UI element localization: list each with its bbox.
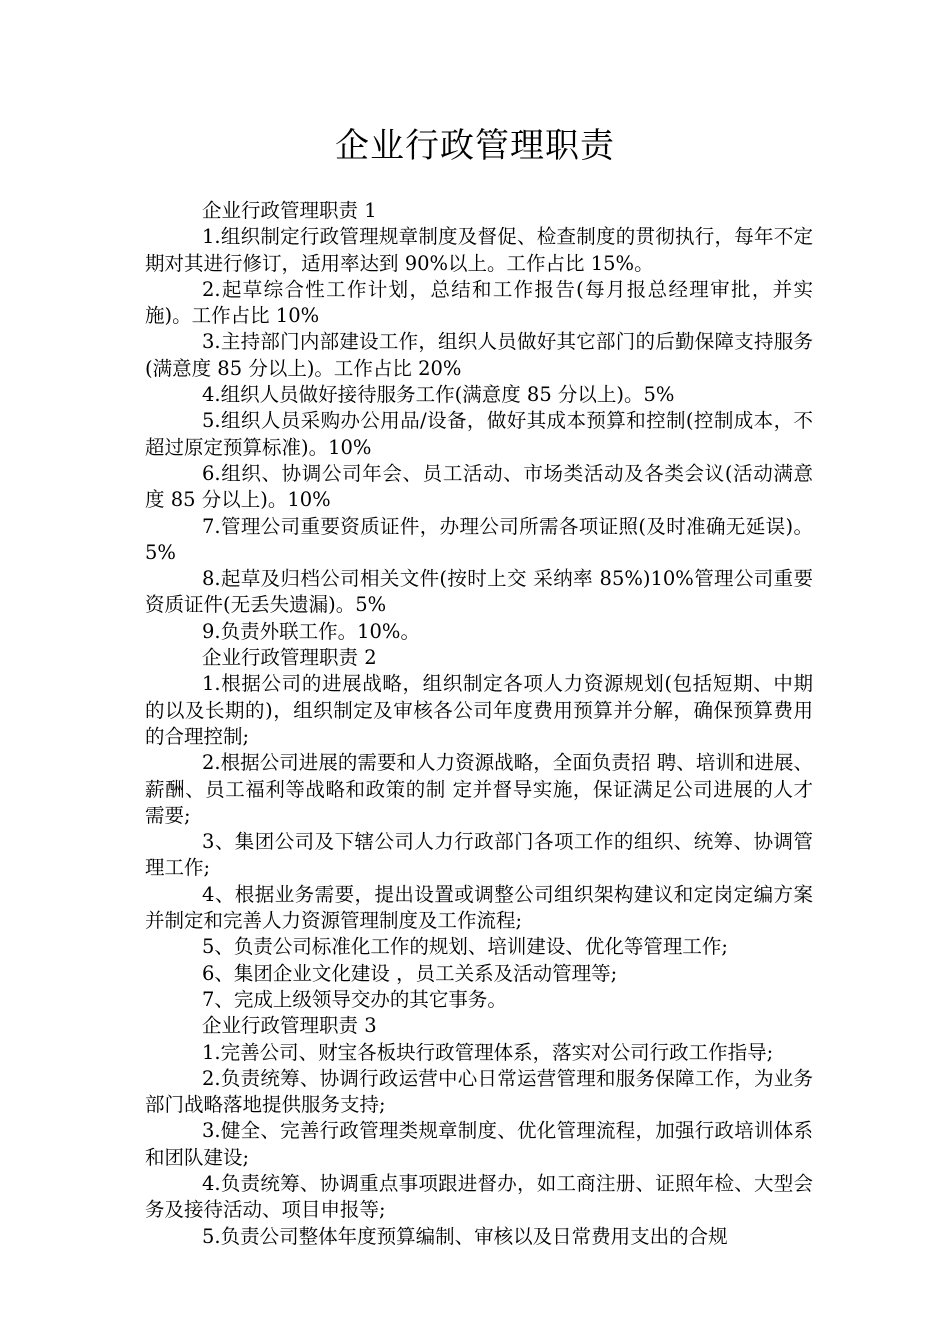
paragraph: 3.主持部门内部建设工作，组织人员做好其它部门的后勤保障支持服务(满意度 85 分以上)。工作占比 20% [145, 330, 813, 380]
paragraph: 8.起草及归档公司相关文件(按时上交 采纳率 85%)10%管理公司重要资质证件(无丢失遗漏)。5% [145, 567, 813, 617]
section-heading-2: 企业行政管理职责 2 [202, 646, 377, 670]
paragraph: 6.组织、协调公司年会、员工活动、市场类活动及各类会议(活动满意度 85 分以上)。10% [145, 461, 813, 512]
section-heading-1: 企业行政管理职责 1 [202, 199, 377, 222]
paragraph: 7、完成上级领导交办的其它事务。 [202, 987, 507, 1011]
paragraph: 4、根据业务需要，提出设置或调整公司组织架构建议和定岗定编方案并制定和完善人力资源管理制度及工作流程; [145, 882, 813, 933]
paragraph: 9.负责外联工作。10%。 [202, 619, 420, 643]
paragraph: 5.组织人员采购办公用品/设备，做好其成本预算和控制(控制成本，不超过原定预算标准)。10% [145, 409, 813, 459]
paragraph: 5.负责公司整体年度预算编制、审核以及日常费用支出的合规 [202, 1224, 728, 1248]
paragraph: 6、集团企业文化建设 ，员工关系及活动管理等; [202, 961, 618, 985]
section-heading-3: 企业行政管理职责 3 [202, 1014, 377, 1038]
paragraph: 2.根据公司进展的需要和人力资源战略，全面负责招 聘、培训和进展、薪酬、员工福利等战略和政策的制 定并督导实施，保证满足公司进展的人才需要; [145, 751, 813, 827]
document-title: 企业行政管理职责 [335, 126, 615, 166]
document-body [145, 198, 813, 1250]
paragraph: 1.组织制定行政管理规章制度及督促、检查制度的贯彻执行，每年不定期对其进行修订，适用率达到 90%以上。工作占比 15%。 [145, 225, 813, 275]
paragraph: 4.负责统筹、协调重点事项跟进督办，如工商注册、证照年检、大型会务及接待活动、项目申报等; [145, 1171, 813, 1222]
paragraph: 3、集团公司及下辖公司人力行政部门各项工作的组织、统筹、协调管理工作; [145, 830, 813, 880]
paragraph: 1.根据公司的进展战略，组织制定各项人力资源规划(包括短期、中期的以及长期的)，组织制定及审核各公司年度费用预算并分解，确保预算费用的合理控制; [145, 672, 813, 748]
paragraph: 2.负责统筹、协调行政运营中心日常运营管理和服务保障工作，为业务部门战略落地提供服务支持; [145, 1066, 813, 1117]
paragraph: 3.健全、完善行政管理类规章制度、优化管理流程，加强行政培训体系和团队建设; [145, 1119, 813, 1169]
paragraph: 7.管理公司重要资质证件，办理公司所需各项证照(及时准确无延误)。5% [145, 514, 813, 564]
paragraph: 2.起草综合性工作计划，总结和工作报告(每月报总经理审批，并实施)。工作占比 10% [145, 277, 813, 328]
paragraph: 5、负责公司标准化工作的规划、培训建设、优化等管理工作; [202, 935, 728, 959]
paragraph: 1.完善公司、财宝各板块行政管理体系，落实对公司行政工作指导; [202, 1040, 774, 1064]
paragraph: 4.组织人员做好接待服务工作(满意度 85 分以上)。5% [202, 383, 675, 407]
